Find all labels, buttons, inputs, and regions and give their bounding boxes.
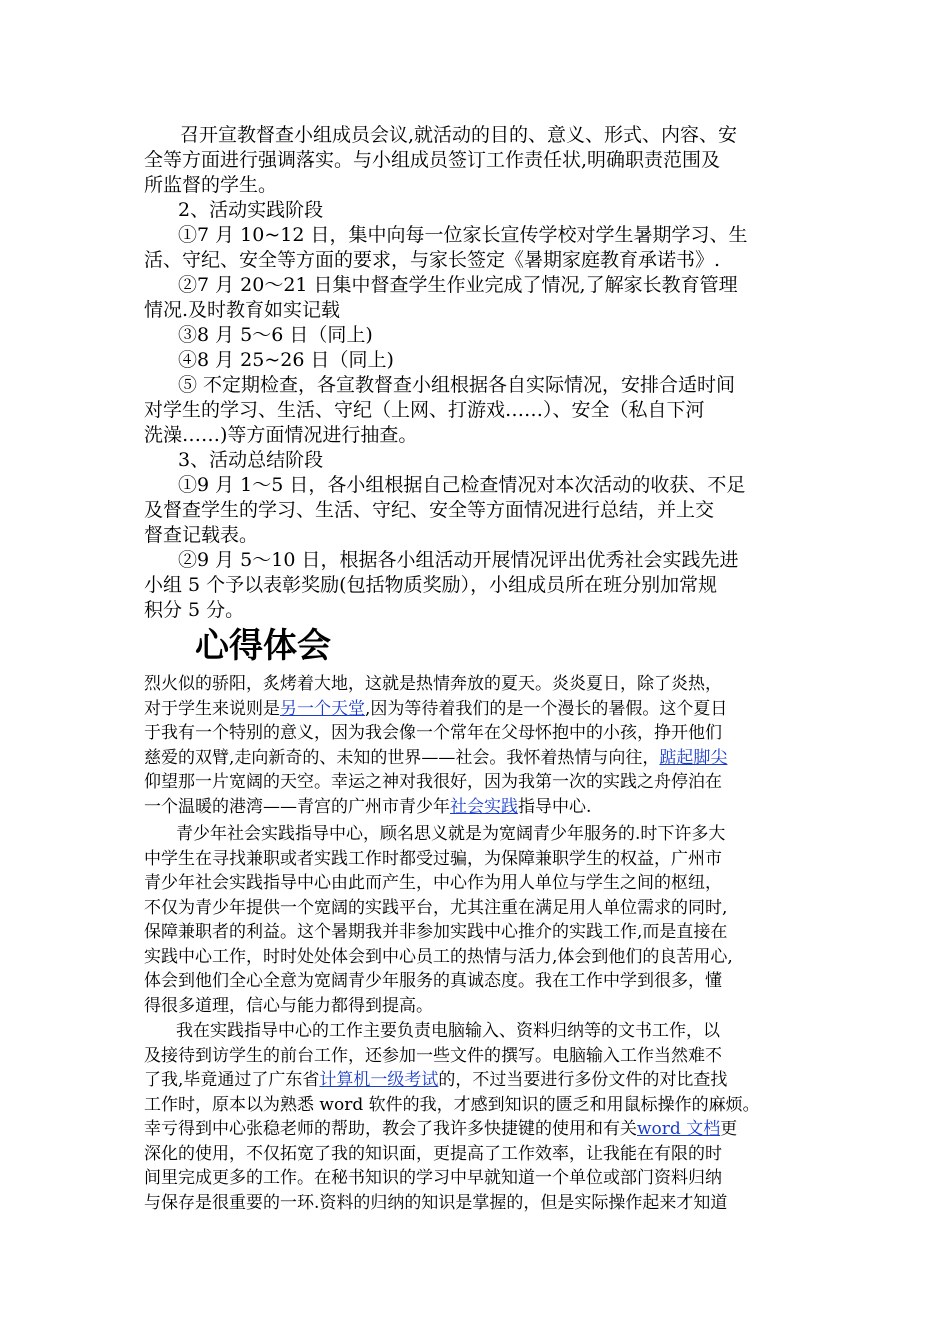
text-line: ③8 月 5～6 日（同上) bbox=[178, 324, 373, 346]
text-line: ④8 月 25~26 日（同上) bbox=[178, 349, 394, 371]
text-line: 对学生的学习、生活、守纪（上网、打游戏……）、安全（私自下河 bbox=[144, 399, 705, 421]
text-line: 实践中心工作，时时处处体会到中心员工的热情与活力,体会到他们的良苦用心, bbox=[144, 946, 733, 967]
text-line bbox=[144, 697, 814, 722]
text-line: 积分 5 分。 bbox=[144, 599, 245, 621]
text-line: 督查记载表。 bbox=[144, 524, 259, 546]
text-run: 的，不过当要进行多份文件的对比查找 bbox=[438, 1070, 728, 1090]
essay-paragraph-2 bbox=[144, 822, 814, 1018]
text-line: 我在实践指导中心的工作主要负责电脑输入、资料归纳等的文书工作，以 bbox=[176, 1021, 720, 1041]
paragraph-meeting bbox=[144, 123, 809, 198]
text-line: 得很多道理，信心与能力都得到提高。 bbox=[144, 995, 433, 1016]
essay-paragraph-1 bbox=[144, 672, 814, 819]
text-line: 洗澡……)等方面情况进行抽查。 bbox=[144, 424, 418, 446]
text-line: 全等方面进行强调落实。与小组成员签订工作责任状,明确职责范围及 bbox=[144, 149, 721, 171]
text-line: ②9 月 5～10 日，根据各小组活动开展情况评出优秀社会实践先进 bbox=[178, 549, 739, 571]
text-line bbox=[144, 1117, 814, 1142]
text-line bbox=[144, 746, 814, 771]
text-line: 保障兼职者的利益。这个暑期我并非参加实践中心推介的实践工作,而是直接在 bbox=[144, 922, 728, 942]
text-run: 一个温暖的港湾——青宫的广州市青少年 bbox=[144, 796, 450, 817]
text-run: 慈爱的双臂,走向新奇的、未知的世界——社会。我怀着热情与向往， bbox=[144, 747, 660, 768]
text-run: 更 bbox=[720, 1119, 738, 1139]
text-line: 所监督的学生。 bbox=[144, 174, 278, 196]
link-word-document[interactable]: word 文档 bbox=[637, 1119, 721, 1139]
text-line: 青少年社会实践指导中心由此而产生，中心作为用人单位与学生之间的枢纽， bbox=[144, 873, 722, 893]
text-line: 于我有一个特别的意义，因为我会像一个常年在父母怀抱中的小孩，挣开他们 bbox=[144, 723, 722, 743]
link-another-heaven[interactable]: 另一个天堂 bbox=[280, 698, 365, 719]
stage-2-block bbox=[144, 198, 809, 623]
text-line: ①9 月 1～5 日，各小组根据自己检查情况对本次活动的收获、不足 bbox=[178, 474, 746, 496]
link-tiptoe[interactable]: 踮起脚尖 bbox=[659, 747, 728, 768]
essay-paragraph-3 bbox=[144, 1019, 814, 1215]
text-line: 体会到他们全心全意为宽阔青少年服务的真诚态度。我在工作中学到很多，懂 bbox=[144, 971, 722, 991]
link-computer-exam[interactable]: 计算机一级考试 bbox=[319, 1070, 439, 1090]
text-line bbox=[144, 1068, 814, 1093]
text-line: 活、守纪、安全等方面的要求，与家长签定《暑期家庭教育承诺书》. bbox=[144, 249, 721, 271]
text-line: 青少年社会实践指导中心，顾名思义就是为宽阔青少年服务的.时下许多大 bbox=[176, 824, 726, 844]
text-line: 与保存是很重要的一环.资料的归纳的知识是掌握的，但是实际操作起来才知道 bbox=[144, 1192, 728, 1213]
text-run: 幸亏得到中心张稳老师的帮助，教会了我许多快捷键的使用和有关 bbox=[144, 1119, 637, 1139]
text-line: 不仅为青少年提供一个宽阔的实践平台，尤其注重在满足用人单位需求的同时, bbox=[144, 897, 728, 918]
text-line: 召开宣教督查小组成员会议,就活动的目的、意义、形式、内容、安 bbox=[180, 124, 738, 146]
text-line: 情况.及时教育如实记载 bbox=[144, 299, 341, 321]
text-line: 深化的使用，不仅拓宽了我的知识面，更提高了工作效率，让我能在有限的时 bbox=[144, 1143, 722, 1164]
text-line: ⑤ 不定期检查，各宣教督查小组根据各自实际情况，安排合适时间 bbox=[178, 374, 736, 396]
text-line: 仰望那一片宽阔的天空。幸运之神对我很好，因为我第一次的实践之舟停泊在 bbox=[144, 772, 722, 792]
text-line: 及接待到访学生的前台工作，还参加一些文件的撰写。电脑输入工作当然难不 bbox=[144, 1045, 722, 1066]
text-run: ,因为等待着我们的是一个漫长的暑假。这个夏日 bbox=[365, 698, 728, 719]
text-run: 对于学生来说则是 bbox=[144, 698, 280, 719]
text-line: 工作时，原本以为熟悉 word 软件的我，才感到知识的匮乏和用鼠标操作的麻烦。 bbox=[144, 1094, 760, 1115]
text-line: 间里完成更多的工作。在秘书知识的学习中早就知道一个单位或部门资料归纳 bbox=[144, 1168, 722, 1188]
stage-3-title: 3、活动总结阶段 bbox=[178, 449, 324, 471]
link-social-practice[interactable]: 社会实践 bbox=[450, 796, 518, 817]
text-run: 了我,毕竟通过了广东省 bbox=[144, 1070, 320, 1090]
text-line: 小组 5 个予以表彰奖励(包括物质奖励），小组成员所在班分别加常规 bbox=[144, 574, 718, 596]
stage-2-title: 2、活动实践阶段 bbox=[178, 199, 324, 221]
text-line: 及督查学生的学习、生活、守纪、安全等方面情况进行总结，并上交 bbox=[144, 499, 715, 521]
text-line bbox=[144, 795, 814, 820]
text-line: ②7 月 20～21 日集中督查学生作业完成了情况,了解家长教育管理 bbox=[178, 274, 738, 296]
section-heading: 心得体会 bbox=[195, 626, 331, 666]
text-line: 中学生在寻找兼职或者实践工作时都受过骗，为保障兼职学生的权益，广州市 bbox=[144, 848, 722, 869]
text-line: ①7 月 10~12 日，集中向每一位家长宣传学校对学生暑期学习、生 bbox=[178, 224, 748, 246]
text-run: 指导中心. bbox=[518, 796, 592, 817]
text-line: 烈火似的骄阳，炙烤着大地，这就是热情奔放的夏天。炎炎夏日，除了炎热， bbox=[144, 674, 722, 694]
